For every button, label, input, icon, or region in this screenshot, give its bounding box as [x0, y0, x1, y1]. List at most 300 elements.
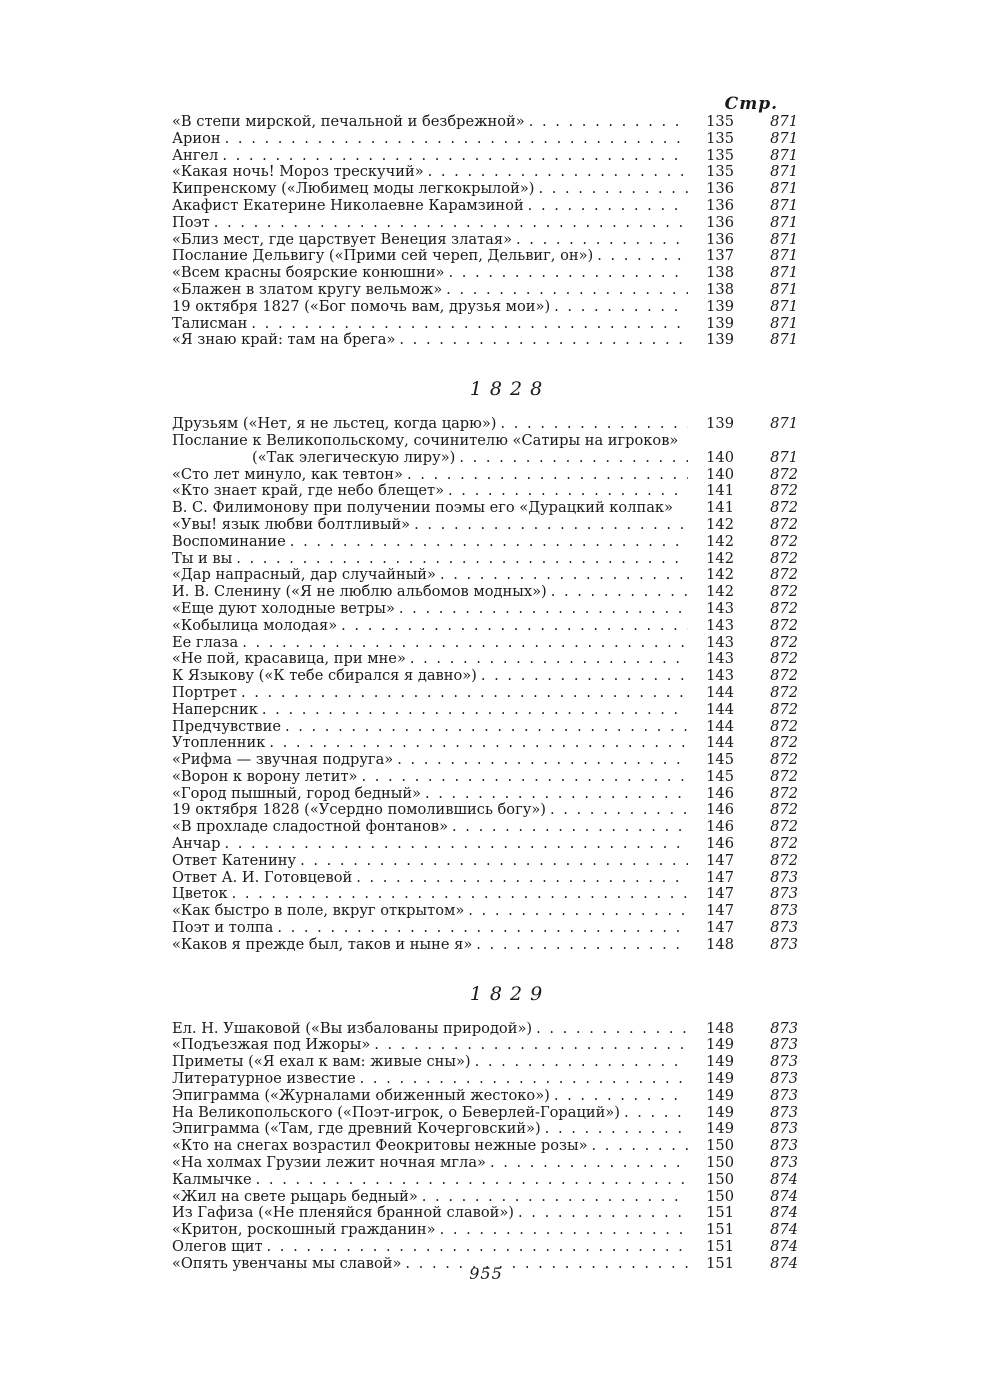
- notes-page-number: 872: [770, 751, 798, 769]
- toc-entry: [172, 1021, 800, 1038]
- entry-title-cell: [172, 735, 688, 752]
- entry-title-cell: [172, 316, 688, 333]
- entry-title-cell: [172, 618, 688, 635]
- entry-title: «В прохладе сладостной фонтанов»: [172, 819, 449, 836]
- notes-page-number: 873: [770, 1103, 798, 1121]
- notes-page-number: 874: [770, 1221, 798, 1239]
- notes-page-number: 872: [770, 465, 798, 483]
- entry-title-cell: [172, 937, 688, 954]
- notes-page-number: 871: [770, 264, 798, 282]
- toc-entry: [172, 500, 800, 517]
- entry-title-cell: [172, 164, 688, 181]
- toc-entry: [172, 1071, 800, 1088]
- entry-title-cell: [172, 668, 688, 685]
- toc-entry: [172, 853, 800, 870]
- notes-page-number: 872: [770, 851, 798, 869]
- entry-title-cell: [172, 232, 688, 249]
- entry-title: Акафист Екатерине Николаевне Карамзиной: [172, 197, 524, 214]
- toc-entry: [172, 584, 800, 601]
- notes-page-number: 872: [770, 784, 798, 802]
- section-gap: [172, 349, 800, 378]
- entry-title: Олегов щит: [172, 1239, 263, 1256]
- section-gap: [172, 1005, 800, 1021]
- text-page-number: 147: [688, 870, 738, 887]
- text-page-number: 140: [688, 450, 738, 467]
- page-number: 955: [469, 1264, 503, 1283]
- notes-page-number: 873: [770, 1019, 798, 1037]
- entry-title: «Город пышный, город бедный»: [172, 785, 421, 802]
- entry-title: «Ворон к ворону летит»: [172, 768, 358, 785]
- entry-title: («Так элегическую лиру»): [252, 449, 456, 466]
- notes-page-number: 871: [770, 196, 798, 214]
- toc-entry: [172, 1155, 800, 1172]
- toc-entry: [172, 265, 800, 282]
- entry-title: «Кто на снегах возрастил Феокритовы нежные розы»: [172, 1138, 588, 1155]
- entry-title-cell: [172, 886, 688, 903]
- toc-entry: [172, 1222, 800, 1239]
- notes-page-number: 874: [770, 1187, 798, 1205]
- toc-entry: [172, 1205, 800, 1222]
- entry-title-cell: [172, 248, 688, 265]
- notes-page-number: 872: [770, 482, 798, 500]
- entry-title-cell: [172, 299, 688, 316]
- toc-entry: [172, 450, 800, 467]
- text-page-number: 148: [688, 1021, 738, 1038]
- entry-title: Эпиграмма («Там, где древний Кочерговский»): [172, 1121, 541, 1138]
- text-page-number: 144: [688, 735, 738, 752]
- text-page-number: 148: [688, 937, 738, 954]
- entry-title-cell: [172, 584, 688, 601]
- entry-title: Кипренскому («Любимец моды легкокрылой»): [172, 181, 535, 198]
- text-page-number: 150: [688, 1155, 738, 1172]
- text-page-number: 145: [688, 769, 738, 786]
- toc-entry: [172, 836, 800, 853]
- entry-title-cell: [172, 282, 688, 299]
- text-page-number: 149: [688, 1054, 738, 1071]
- toc-entry: [172, 1121, 800, 1138]
- section-gap: [172, 400, 800, 416]
- entry-title-cell: [172, 920, 688, 937]
- toc-entry: [172, 131, 800, 148]
- entry-title: «Кобылица молодая»: [172, 617, 338, 634]
- text-page-number: 142: [688, 551, 738, 568]
- toc-entry: [172, 685, 800, 702]
- entry-title: Арион: [172, 130, 221, 147]
- notes-page-number: 873: [770, 902, 798, 920]
- text-page-number: 150: [688, 1189, 738, 1206]
- text-page-number: 143: [688, 651, 738, 668]
- text-page-number: 149: [688, 1105, 738, 1122]
- notes-page-number: 871: [770, 280, 798, 298]
- toc-entry: [172, 1037, 800, 1054]
- entry-title-cell: [172, 148, 688, 165]
- notes-page-number: 873: [770, 1154, 798, 1172]
- entry-title: «На холмах Грузии лежит ночная мгла»: [172, 1155, 486, 1172]
- notes-page-number: 871: [770, 297, 798, 315]
- entry-title-cell: [172, 1172, 688, 1189]
- entry-title-cell: [172, 1205, 688, 1222]
- entry-title-cell: [172, 651, 688, 668]
- notes-page-number: 872: [770, 683, 798, 701]
- text-page-number: 147: [688, 886, 738, 903]
- entry-title-cell: [172, 1021, 688, 1038]
- toc-entry: [172, 802, 800, 819]
- text-page-number: 151: [688, 1256, 738, 1273]
- notes-page-number: 871: [770, 230, 798, 248]
- notes-page-number: 872: [770, 818, 798, 836]
- text-page-number: 136: [688, 198, 738, 215]
- notes-page-number: 873: [770, 1036, 798, 1054]
- toc-entry: [172, 752, 800, 769]
- toc-entry: [172, 618, 800, 635]
- entry-title-cell: [172, 870, 688, 887]
- toc-entry: [172, 551, 800, 568]
- toc-entry: [172, 651, 800, 668]
- text-page-number: 147: [688, 853, 738, 870]
- entry-title: 19 октября 1828 («Усердно помолившись богу»): [172, 802, 546, 819]
- toc-entry: [172, 316, 800, 333]
- entry-title: «Критон, роскошный гражданин»: [172, 1222, 436, 1239]
- notes-page-number: 872: [770, 515, 798, 533]
- notes-page-number: 872: [770, 700, 798, 718]
- entry-title: Поэт: [172, 214, 210, 231]
- entry-title: «В степи мирской, печальной и безбрежной»: [172, 114, 525, 130]
- notes-page-number: 871: [770, 331, 798, 349]
- entry-title: «Кто знает край, где небо блещет»: [172, 483, 445, 500]
- text-page-number: 143: [688, 601, 738, 618]
- entry-title-cell: [172, 131, 688, 148]
- notes-page-number: 872: [770, 583, 798, 601]
- entry-title: В. С. Филимонову при получении поэмы его «Дурацкий колпак»: [172, 500, 673, 517]
- notes-page-number: 872: [770, 499, 798, 517]
- entry-title: Наперсник: [172, 701, 258, 718]
- toc-entry: [172, 215, 800, 232]
- entry-title-cell: [172, 433, 688, 450]
- text-page-number: 138: [688, 265, 738, 282]
- entry-title-cell: [172, 635, 688, 652]
- entry-title: «Не пой, красавица, при мне»: [172, 651, 406, 668]
- entry-title-cell: [172, 786, 688, 803]
- entry-title-cell: [172, 517, 688, 534]
- text-page-number: 147: [688, 920, 738, 937]
- entry-title: Ангел: [172, 147, 219, 164]
- toc-entry: [172, 148, 800, 165]
- entry-title-cell: [172, 1121, 688, 1138]
- entry-title: На Великопольского («Поэт-игрок, о Беверлей-Гораций»): [172, 1104, 620, 1121]
- toc-entry: [172, 567, 800, 584]
- toc-entry: [172, 786, 800, 803]
- notes-page-number: 872: [770, 650, 798, 668]
- text-page-number: 144: [688, 719, 738, 736]
- year-heading: 1829: [469, 982, 551, 1005]
- notes-page-number: 873: [770, 885, 798, 903]
- entry-title-cell: [172, 1189, 688, 1206]
- toc-entry: [172, 1189, 800, 1206]
- notes-page-number: 872: [770, 717, 798, 735]
- toc-entry: [172, 534, 800, 551]
- notes-page-number: 873: [770, 919, 798, 937]
- toc-entry: [172, 248, 800, 265]
- text-page-number: 151: [688, 1239, 738, 1256]
- text-page-number: 135: [688, 114, 738, 131]
- entry-title: «Рифма — звучная подруга»: [172, 752, 394, 769]
- entry-title: «Я знаю край: там на брега»: [172, 332, 396, 349]
- entry-title: Калмычке: [172, 1171, 252, 1188]
- entry-title-cell: [172, 853, 688, 870]
- text-page-number: 143: [688, 635, 738, 652]
- notes-page-number: 873: [770, 1053, 798, 1071]
- toc-entry: [172, 299, 800, 316]
- toc-entry: [172, 164, 800, 181]
- entry-title: Друзьям («Нет, я не льстец, когда царю»): [172, 416, 497, 433]
- toc-entry: [172, 937, 800, 954]
- entry-title-cell: [172, 114, 688, 131]
- entry-title: Портрет: [172, 684, 237, 701]
- text-page-number: 136: [688, 215, 738, 232]
- text-page-number: 135: [688, 131, 738, 148]
- entry-title: «Близ мест, где царствует Венеция златая»: [172, 231, 513, 248]
- text-page-number: 140: [688, 467, 738, 484]
- entry-title-cell: [172, 1054, 688, 1071]
- notes-page-number: 872: [770, 566, 798, 584]
- toc-page: [172, 94, 800, 1283]
- entry-title: «Блажен в златом кругу вельмож»: [172, 281, 443, 298]
- toc-entry: [172, 903, 800, 920]
- notes-page-number: 874: [770, 1238, 798, 1256]
- text-page-number: 149: [688, 1121, 738, 1138]
- toc-entry: [172, 1105, 800, 1122]
- notes-page-number: 872: [770, 532, 798, 550]
- text-page-number: 145: [688, 752, 738, 769]
- text-page-number: 136: [688, 181, 738, 198]
- entry-title: «Опять увенчаны мы славой»: [172, 1255, 402, 1272]
- notes-page-number: 872: [770, 801, 798, 819]
- toc-entry: [172, 1138, 800, 1155]
- entry-title-cell: [172, 416, 688, 433]
- text-page-number: 151: [688, 1222, 738, 1239]
- entry-title-cell: [172, 702, 688, 719]
- entry-title-cell: [172, 1088, 688, 1105]
- notes-page-number: 872: [770, 734, 798, 752]
- notes-page-number: 873: [770, 1086, 798, 1104]
- text-page-number: 141: [688, 483, 738, 500]
- toc-entry: [172, 467, 800, 484]
- text-page-number: 142: [688, 517, 738, 534]
- entry-title-cell: [172, 215, 688, 232]
- text-page-number: 150: [688, 1138, 738, 1155]
- text-page-number: 142: [688, 567, 738, 584]
- notes-page-number: 871: [770, 113, 798, 130]
- notes-page-number: 874: [770, 1170, 798, 1188]
- toc-entry: [172, 668, 800, 685]
- entry-title: Из Гафиза («Не пленяйся бранной славой»): [172, 1205, 515, 1222]
- text-page-number: 143: [688, 668, 738, 685]
- notes-page-number: 872: [770, 599, 798, 617]
- notes-page-number: 871: [770, 448, 798, 466]
- toc-entry: [172, 635, 800, 652]
- entry-title: Ответ Катенину: [172, 852, 297, 869]
- entry-title: 19 октября 1827 («Бог помочь вам, друзья мои»): [172, 298, 551, 315]
- notes-page-number: 872: [770, 667, 798, 685]
- toc-entry: [172, 114, 800, 131]
- toc-entry: [172, 735, 800, 752]
- notes-page-number: 872: [770, 835, 798, 853]
- toc-entry: [172, 181, 800, 198]
- entry-title-cell: [172, 903, 688, 920]
- entry-title: «Сто лет минуло, как тевтон»: [172, 466, 403, 483]
- text-page-number: 146: [688, 819, 738, 836]
- notes-page-number: 871: [770, 314, 798, 332]
- entry-title-cell: [172, 1071, 688, 1088]
- text-page-number: 138: [688, 282, 738, 299]
- toc-entry: [172, 232, 800, 249]
- toc-entry: [172, 920, 800, 937]
- notes-page-number: 872: [770, 616, 798, 634]
- entry-title: «Дар напрасный, дар случайный»: [172, 567, 436, 584]
- toc-entry: [172, 416, 800, 433]
- notes-page-number: 871: [770, 180, 798, 198]
- notes-page-number: 874: [770, 1254, 798, 1272]
- entry-title-cell: [172, 467, 688, 484]
- toc-entry: [172, 601, 800, 618]
- toc-entry: [172, 886, 800, 903]
- toc-entry: [172, 769, 800, 786]
- text-page-number: 146: [688, 786, 738, 803]
- text-page-number: 139: [688, 416, 738, 433]
- entry-title-cell: [172, 1105, 688, 1122]
- entry-title-cell: [172, 500, 688, 517]
- text-page-number: 135: [688, 148, 738, 165]
- notes-page-number: 872: [770, 633, 798, 651]
- text-page-number: 141: [688, 500, 738, 517]
- entry-title: Ее глаза: [172, 634, 239, 651]
- entry-title: «Подъезжая под Ижоры»: [172, 1037, 371, 1054]
- entry-title-cell: [172, 1155, 688, 1172]
- entry-title-cell: [172, 567, 688, 584]
- text-page-number: 137: [688, 248, 738, 265]
- toc-entry: [172, 1239, 800, 1256]
- entry-title-cell: [172, 769, 688, 786]
- toc-entry: [172, 1172, 800, 1189]
- notes-page-number: 873: [770, 935, 798, 953]
- entry-title: Приметы («Я ехал к вам: живые сны»): [172, 1054, 471, 1071]
- notes-page-number: 873: [770, 1070, 798, 1088]
- entry-title: Поэт и толпа: [172, 920, 274, 937]
- notes-page-number: 872: [770, 549, 798, 567]
- text-page-number: 146: [688, 802, 738, 819]
- toc-entry: [172, 282, 800, 299]
- notes-page-number: 873: [770, 868, 798, 886]
- toc-entry: [172, 517, 800, 534]
- text-page-number: 139: [688, 332, 738, 349]
- entry-title-cell: [172, 551, 688, 568]
- entry-title-cell: [172, 802, 688, 819]
- entry-title-cell: [172, 332, 688, 349]
- text-page-number: 135: [688, 164, 738, 181]
- text-page-number: 149: [688, 1037, 738, 1054]
- entry-title: «Каков я прежде был, таков и ныне я»: [172, 936, 473, 953]
- entry-title: Ты и вы: [172, 550, 233, 567]
- entry-title-cell: [252, 450, 688, 467]
- text-page-number: 142: [688, 584, 738, 601]
- entry-title: Ел. Н. Ушаковой («Вы избалованы природой»): [172, 1020, 533, 1037]
- entry-title-cell: [172, 534, 688, 551]
- text-page-number: 146: [688, 836, 738, 853]
- entry-title: «Как быстро в поле, вкруг открытом»: [172, 903, 465, 920]
- entry-title: «Всем красны боярские конюшни»: [172, 265, 445, 282]
- entry-title-cell: [172, 483, 688, 500]
- entry-title-cell: [172, 1222, 688, 1239]
- entry-title-cell: [172, 719, 688, 736]
- notes-page-number: 871: [770, 163, 798, 181]
- entry-title: И. В. Сленину («Я не люблю альбомов модных»): [172, 584, 547, 601]
- text-page-number: 147: [688, 903, 738, 920]
- section-gap: [172, 954, 800, 983]
- entry-title-cell: [172, 819, 688, 836]
- entry-title-cell: [172, 685, 688, 702]
- notes-page-number: 871: [770, 213, 798, 231]
- entry-title: Ответ А. И. Готовцевой: [172, 869, 353, 886]
- entry-title: «Увы! язык любви болтливый»: [172, 516, 411, 533]
- notes-page-number: 872: [770, 767, 798, 785]
- text-page-number: 149: [688, 1071, 738, 1088]
- entry-title: Цветок: [172, 886, 228, 903]
- entry-title-cell: [172, 198, 688, 215]
- entry-title: Предчувствие: [172, 718, 281, 735]
- entry-title-cell: [172, 752, 688, 769]
- text-page-number: 151: [688, 1205, 738, 1222]
- toc-entry: [172, 719, 800, 736]
- entry-title-cell: [172, 1037, 688, 1054]
- text-page-number: 144: [688, 702, 738, 719]
- entry-title-cell: [172, 265, 688, 282]
- entry-title: «Жил на свете рыцарь бедный»: [172, 1188, 418, 1205]
- entry-title: Литературное известие: [172, 1071, 356, 1088]
- entry-title: «Еще дуют холодные ветры»: [172, 600, 395, 617]
- entry-title-cell: [172, 601, 688, 618]
- notes-page-number: 874: [770, 1204, 798, 1222]
- entry-title: Послание Дельвигу («Прими сей череп, Дельвиг, он»): [172, 248, 594, 265]
- toc-entry: [172, 332, 800, 349]
- toc-entry: [172, 198, 800, 215]
- toc-entry: [172, 702, 800, 719]
- toc-list: [172, 114, 800, 1273]
- text-page-number: 149: [688, 1088, 738, 1105]
- toc-entry: [172, 1088, 800, 1105]
- toc-entry: [172, 483, 800, 500]
- notes-page-number: 871: [770, 247, 798, 265]
- text-page-number: 136: [688, 232, 738, 249]
- notes-page-number: 873: [770, 1120, 798, 1138]
- notes-page-number: 871: [770, 129, 798, 147]
- toc-entry: [172, 870, 800, 887]
- entry-title-cell: [172, 1239, 688, 1256]
- text-page-number: 139: [688, 299, 738, 316]
- entry-title: Утопленник: [172, 735, 266, 752]
- text-page-number: 143: [688, 618, 738, 635]
- entry-title: Анчар: [172, 836, 221, 853]
- text-page-number: 144: [688, 685, 738, 702]
- entry-title-cell: [172, 1138, 688, 1155]
- notes-page-number: 871: [770, 146, 798, 164]
- year-heading: 1828: [469, 378, 551, 401]
- entry-title: К Языкову («К тебе сбирался я давно»): [172, 668, 477, 685]
- entry-title: Воспоминание: [172, 533, 286, 550]
- entry-title-cell: [172, 181, 688, 198]
- entry-title: «Какая ночь! Мороз трескучий»: [172, 164, 424, 181]
- text-page-number: 150: [688, 1172, 738, 1189]
- entry-title: Послание к Великопольскому, сочинителю «Сатиры на игроков»: [172, 432, 679, 449]
